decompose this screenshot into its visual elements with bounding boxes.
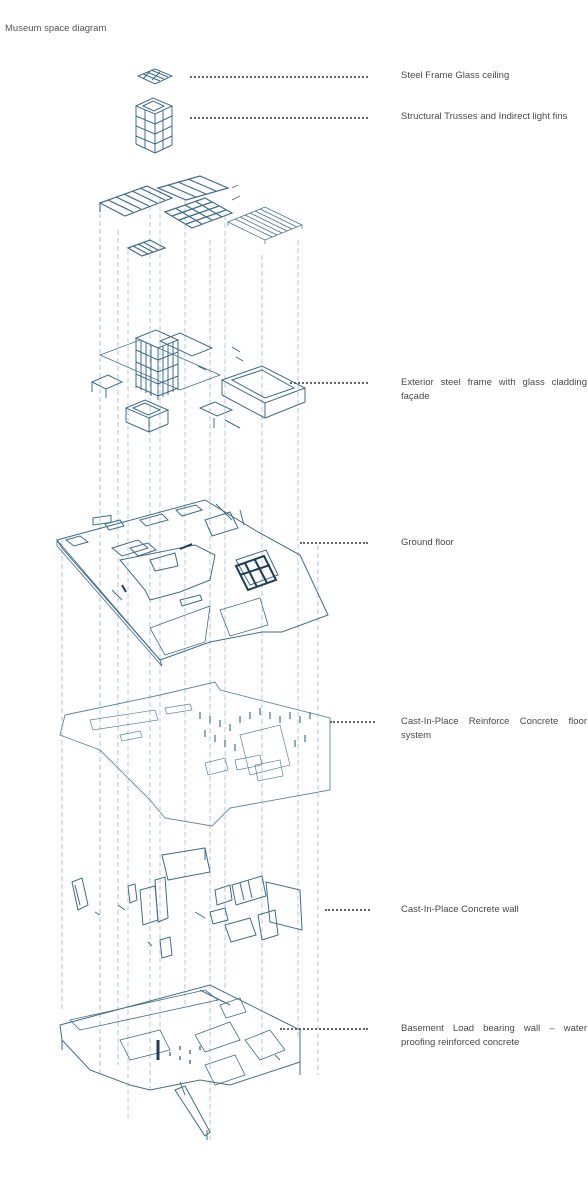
steel-frame-layer (92, 330, 305, 432)
leader-ground-floor (300, 542, 368, 544)
basement-layer (60, 985, 300, 1140)
label-basement: Basement Load bearing wall – water proofing reinforced concrete (401, 1023, 587, 1048)
leader-trusses (190, 117, 368, 119)
diagram-title: Museum space diagram (5, 23, 107, 34)
label-concrete-wall: Cast-In-Place Concrete wall (401, 904, 519, 915)
leader-glass-ceiling (190, 76, 368, 78)
ground-floor-layer (57, 500, 328, 666)
leader-basement (280, 1028, 368, 1030)
label-steel-frame: Exterior steel frame with glass cladding façade (401, 377, 587, 402)
label-trusses: Structural Trusses and Indirect light fins (401, 111, 568, 122)
projection-lines (62, 190, 318, 1140)
floor-system-layer (60, 682, 330, 826)
glass-ceiling-layer (138, 69, 172, 84)
concrete-wall-layer (72, 848, 302, 958)
leader-concrete-wall (325, 909, 370, 911)
leader-steel-frame (290, 382, 368, 384)
fins-layer (228, 185, 302, 244)
label-ground-floor: Ground floor (401, 537, 454, 548)
label-floor-system: Cast-In-Place Reinforce Concrete floor system (401, 716, 587, 741)
label-glass-ceiling: Steel Frame Glass ceiling (401, 70, 510, 81)
roof-grid-layer (100, 176, 232, 256)
floor-system-columns (200, 708, 310, 751)
truss-tower-layer (136, 98, 172, 153)
leader-floor-system (330, 721, 375, 723)
